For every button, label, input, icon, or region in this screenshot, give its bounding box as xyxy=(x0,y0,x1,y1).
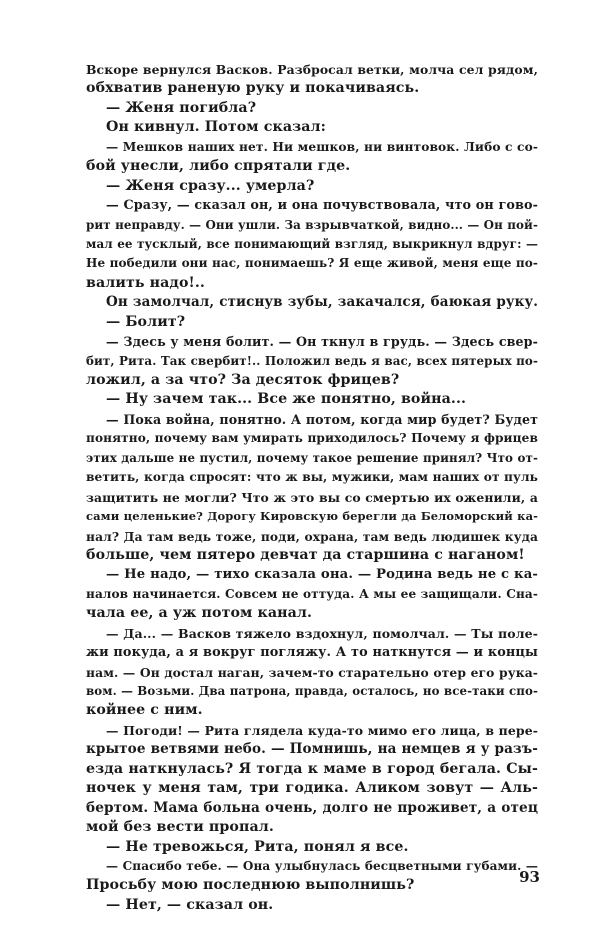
text-line: ложил, а за что? За десяток фрицев? xyxy=(86,372,400,388)
text-line: чала ее, а уж потом канал. xyxy=(86,605,313,622)
text-line: защитить не могли? Что ж это вы со смертью их оженили, а xyxy=(86,489,538,505)
text-line: ветить, когда спросят: что ж вы, мужики, мам наших от пуль xyxy=(86,470,538,485)
text-line: сами целенькие? Дорогу Кировскую берегли да Беломорский ка- xyxy=(86,509,538,524)
text-line: нал? Да там ведь тоже, поди, охрана, там ведь людишек куда xyxy=(86,528,538,544)
text-line: вом. — Возьми. Два патрона, правда, осталось, но все-таки спо- xyxy=(86,684,538,698)
text-line: — Мешков наших нет. Ни мешков, ни винтовок. Либо с со- xyxy=(106,139,538,154)
text-line: понятно, почему вам умирать приходилось? Почему я фрицев xyxy=(86,431,538,446)
text-line: — Не надо, — тихо сказала она. — Родина ведь не с ка- xyxy=(106,567,538,583)
text-line: — Погоди! — Рита глядела куда-то мимо его лица, в пере- xyxy=(106,722,538,738)
text-line: ночек у меня там, три годика. Аликом зовут — Аль- xyxy=(86,780,538,797)
text-line: — Да... — Васков тяжело вздохнул, помолчал. — Ты поле- xyxy=(106,625,538,641)
page-number: 93 xyxy=(519,868,540,886)
text-line: — Нет, — сказал он. xyxy=(106,896,274,913)
text-line: — Сразу, — сказал он, и она почувствовала, что он гово- xyxy=(106,198,538,214)
text-line: Вскоре вернулся Васков. Разбросал ветки, молча сел рядом, xyxy=(86,62,538,77)
text-line: койнее с ним. xyxy=(86,702,203,719)
text-line: этих дальше не пустил, почему такое решение принял? Что от- xyxy=(86,450,538,465)
text-line: крытое ветвями небо. — Помнишь, на немцев я у разъ- xyxy=(86,741,538,758)
text-line: Не победили они нас, понимаешь? Я еще живой, меня еще по- xyxy=(86,256,538,271)
text-line: бой унесли, либо спрятали где. xyxy=(86,158,351,175)
text-line: — Болит? xyxy=(106,313,186,330)
text-line: — Спасибо тебе. — Она улыбнулась бесцветными губами. — xyxy=(106,858,538,873)
text-line: налов начинается. Совсем не оттуда. А мы ее защищали. Сна- xyxy=(86,586,538,601)
text-line: жи покуда, а я вокруг погляжу. А то наткнутся — и концы xyxy=(86,645,538,661)
text-line: обхватив раненую руку и покачиваясь. xyxy=(86,80,420,97)
body-text xyxy=(86,60,538,915)
text-line: — Женя сразу... умерла? xyxy=(106,177,315,194)
text-line: мал ее тусклый, все понимающий взгляд, выкрикнул вдруг: — xyxy=(86,236,538,251)
text-line: валить надо!.. xyxy=(86,274,205,291)
text-line: рит неправду. — Они ушли. За взрывчаткой, видно... — Он пой- xyxy=(86,217,538,232)
text-line: Он кивнул. Потом сказал: xyxy=(106,119,326,136)
text-line: бертом. Мама больна очень, долго не проживет, а отец xyxy=(86,799,538,816)
text-line: езда наткнулась? Я тогда к маме в город бегала. Сы- xyxy=(86,760,538,777)
text-line: Просьбу мою последнюю выполнишь? xyxy=(86,877,415,894)
text-line: — Ну зачем так... Все же понятно, война... xyxy=(106,391,467,408)
text-line: мой без вести пропал. xyxy=(86,819,274,836)
text-line: — Женя погибла? xyxy=(106,99,257,116)
text-line: Он замолчал, стиснув зубы, закачался, баюкая руку. xyxy=(106,294,538,311)
text-line: — Здесь у меня болит. — Он ткнул в грудь. — Здесь свер- xyxy=(106,334,538,350)
text-line: — Не тревожься, Рита, понял я все. xyxy=(106,838,409,855)
text-line: больше, чем пятеро девчат да старшина с наганом! xyxy=(86,546,525,563)
text-line: бит, Рита. Так свербит!.. Положил ведь я вас, всех пятерых по- xyxy=(86,353,538,368)
text-line: нам. — Он достал наган, зачем-то старательно отер его рука- xyxy=(86,664,538,680)
text-line: — Пока война, понятно. А потом, когда мир будет? Будет xyxy=(106,411,538,427)
